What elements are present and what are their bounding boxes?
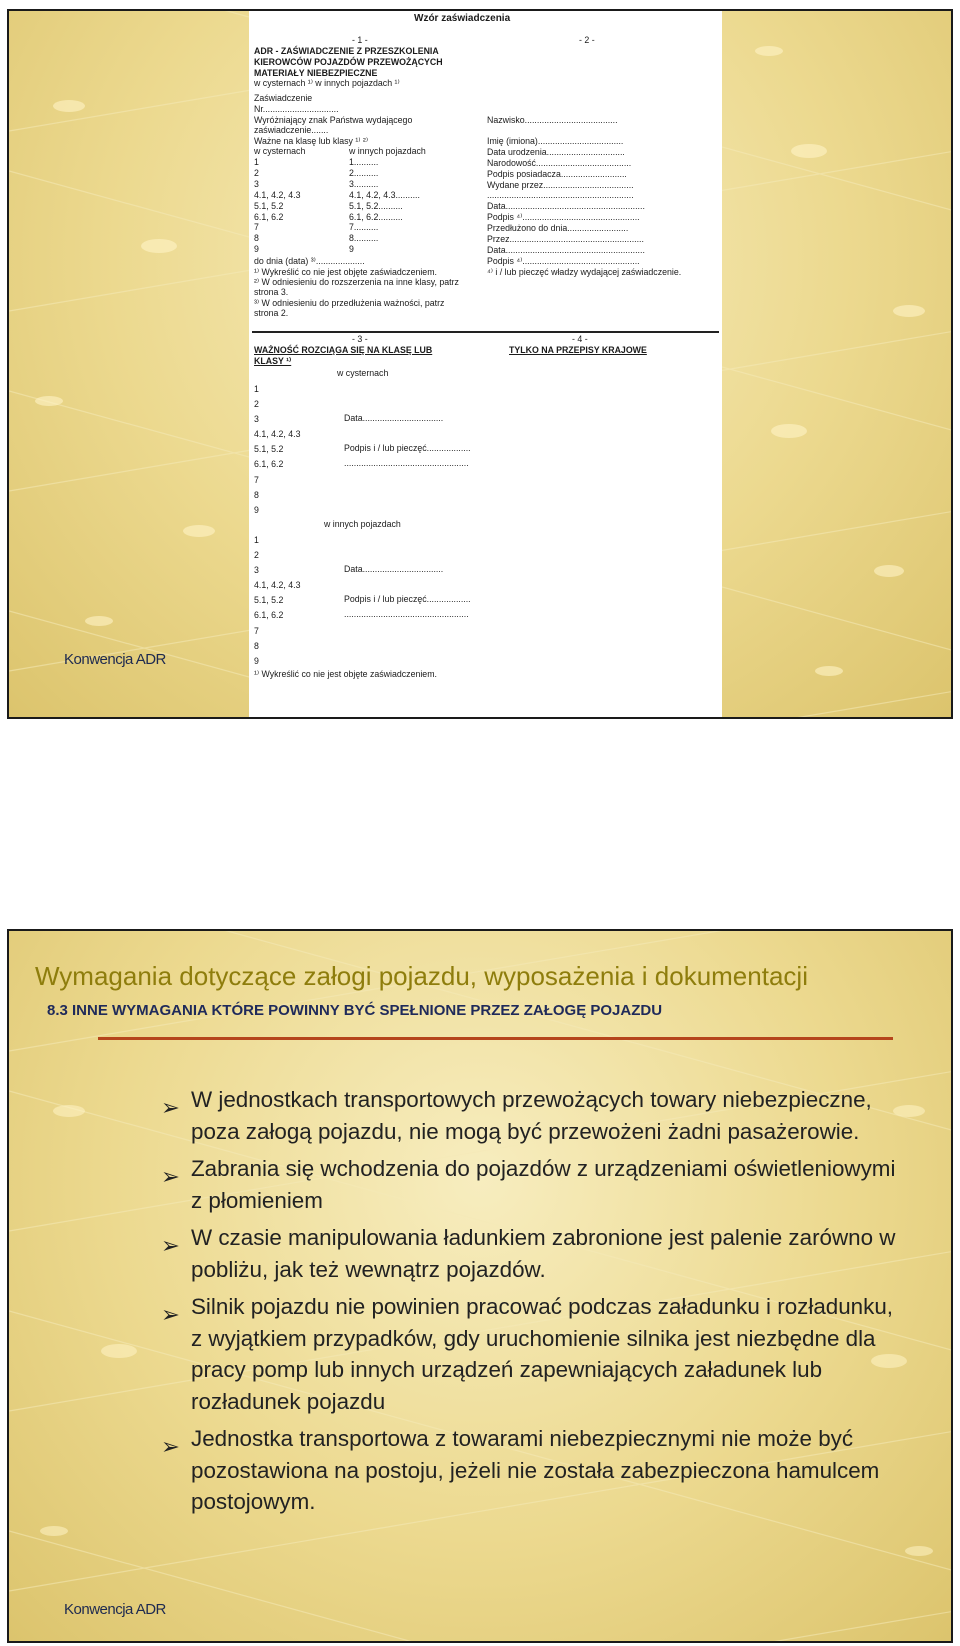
certificate-form-image: [249, 11, 722, 717]
section-heading: TYLKO NA PRZEPISY KRAJOWE: [509, 345, 647, 355]
class-list-extension-inne: 1 2 3 4.1, 4.2, 4.3 5.1, 5.2 6.1, 6.2 7 8 9: [254, 535, 301, 666]
form-divider: [252, 331, 719, 333]
footnote: ¹⁾ Wykreślić co nie jest objęte zaświadczeniem.: [254, 669, 437, 679]
arrow-bullet-icon: ➢: [161, 1164, 180, 1189]
form-label: w innych pojazdach: [349, 146, 426, 156]
page-number-1: - 1 -: [352, 35, 368, 45]
class-list-extension-cyst: 1 2 3 4.1, 4.2, 4.3 5.1, 5.2 6.1, 6.2 7 8 9: [254, 384, 301, 515]
title-underline: [98, 1037, 893, 1040]
slide-form-sample: [7, 9, 953, 719]
form-heading: MATERIAŁY NIEBEZPIECZNE: [254, 68, 378, 78]
list-item: ➢ W czasie manipulowania ładunkiem zabronione jest palenie zarówno w pobliżu, jak też wewnątrz pojazdów.: [161, 1225, 896, 1282]
form-label: Ważne na klasę lub klasy ¹⁾ ²⁾: [254, 136, 368, 146]
section-heading: KLASY ¹⁾: [254, 356, 292, 366]
form-title: Wzór zaświadczenia: [414, 13, 511, 24]
requirements-list: [161, 1084, 901, 1524]
form-label: w cysternach: [254, 146, 306, 156]
slide-subtitle: 8.3 INNE WYMAGANIA KTÓRE POWINNY BYĆ SPEŁNIONE PRZEZ ZAŁOGĘ POJAZDU: [47, 1002, 663, 1019]
footnote: ²⁾ W odniesieniu do rozszerzenia na inne klasy, patrz: [254, 277, 459, 287]
slide-crew-requirements: [7, 929, 953, 1643]
list-item: ➢ Jednostka transportowa z towarami niebezpiecznymi nie może być pozostawiona na postoju, jeżeli nie została zabezpieczona hamulcem postojowym.: [161, 1426, 880, 1514]
form-label: w innych pojazdach: [324, 519, 401, 529]
form-label: Podpis i / lub pieczęć..................: [344, 443, 471, 453]
class-list-left: 1 2 3 4.1, 4.2, 4.3 5.1, 5.2 6.1, 6.2 7 8 9: [254, 157, 301, 255]
section-heading: WAŻNOŚĆ ROZCIĄGA SIĘ NA KLASĘ LUB: [254, 345, 433, 355]
form-label: w cysternach: [337, 368, 389, 378]
arrow-bullet-icon: ➢: [161, 1434, 180, 1459]
arrow-bullet-icon: ➢: [161, 1302, 180, 1327]
arrow-bullet-icon: ➢: [161, 1095, 180, 1120]
form-heading: w cysternach ¹⁾ w innych pojazdach ¹⁾: [254, 78, 400, 88]
form-label: Data.................................: [344, 413, 444, 423]
page-number-2: - 2 -: [579, 35, 595, 45]
page-number-3: - 3 -: [352, 334, 368, 344]
footnote: strona 2.: [254, 308, 289, 318]
list-item: ➢ W jednostkach transportowych przewożących towary niebezpieczne, poza załogą pojazdu, nie mogą być przewożeni żadni pasażerowie.: [161, 1087, 872, 1144]
list-item: ➢ Silnik pojazdu nie powinien pracować podczas załadunku i rozładunku, z wyjątkiem przypadków, gdy uruchomienie silnika jest niezbędne dla pracy pomp lub innych urządzeń zapewniających załadunek lub rozładunek pojazdu: [161, 1294, 894, 1414]
holder-fields: Nazwisko...................................... Imię (imiona)................................... Data urodzenia................................ Narodowość....................................... Podpis posiadacza........................... Wydane przez..................................... ............................................................ Data......................................................... Podpis ⁴⁾................................................ Przedłużono do dnia......................... Przez....................................................... Data......................................................... Podpis ⁴⁾................................................: [487, 115, 645, 266]
class-list-right: 1.......... 2.......... 3.......... 4.1, 4.2, 4.3.......... 5.1, 5.2.......... 6.1, 6.2.......... 7.......... 8.......... 9: [349, 157, 420, 255]
form-label: Podpis i / lub pieczęć..................: [344, 594, 471, 604]
form-label: ...................................................: [344, 458, 469, 468]
footnote: ³⁾ W odniesieniu do przedłużenia ważności, patrz: [254, 298, 445, 308]
footnote: ¹⁾ Wykreślić co nie jest objęte zaświadczeniem.: [254, 267, 437, 277]
form-label: Nr...............................: [254, 104, 339, 114]
footnote: strona 3.: [254, 287, 289, 297]
form-label: do dnia (data) ³⁾....................: [254, 256, 365, 266]
form-heading: KIEROWCÓW POJAZDÓW PRZEWOŻĄCYCH: [254, 57, 443, 67]
form-label: zaświadczenie.......: [254, 125, 329, 135]
slide-footer: Konwencja ADR: [64, 651, 166, 668]
slide-footer: Konwencja ADR: [64, 1601, 166, 1618]
form-label: ...................................................: [344, 609, 469, 619]
page-number-4: - 4 -: [572, 334, 588, 344]
form-heading: ADR - ZAŚWIADCZENIE Z PRZESZKOLENIA: [254, 46, 439, 56]
form-label: Wyróżniający znak Państwa wydającego: [254, 115, 413, 125]
form-label: Zaświadczenie: [254, 93, 313, 103]
footnote: ⁴⁾ i / lub pieczęć władzy wydającej zaświadczenie.: [487, 267, 682, 277]
list-item: ➢ Zabrania się wchodzenia do pojazdów z urządzeniami oświetleniowymi z płomieniem: [161, 1156, 896, 1213]
arrow-bullet-icon: ➢: [161, 1233, 180, 1258]
slide-title: Wymagania dotyczące załogi pojazdu, wyposażenia i dokumentacji: [35, 961, 808, 991]
form-label: Data.................................: [344, 564, 444, 574]
